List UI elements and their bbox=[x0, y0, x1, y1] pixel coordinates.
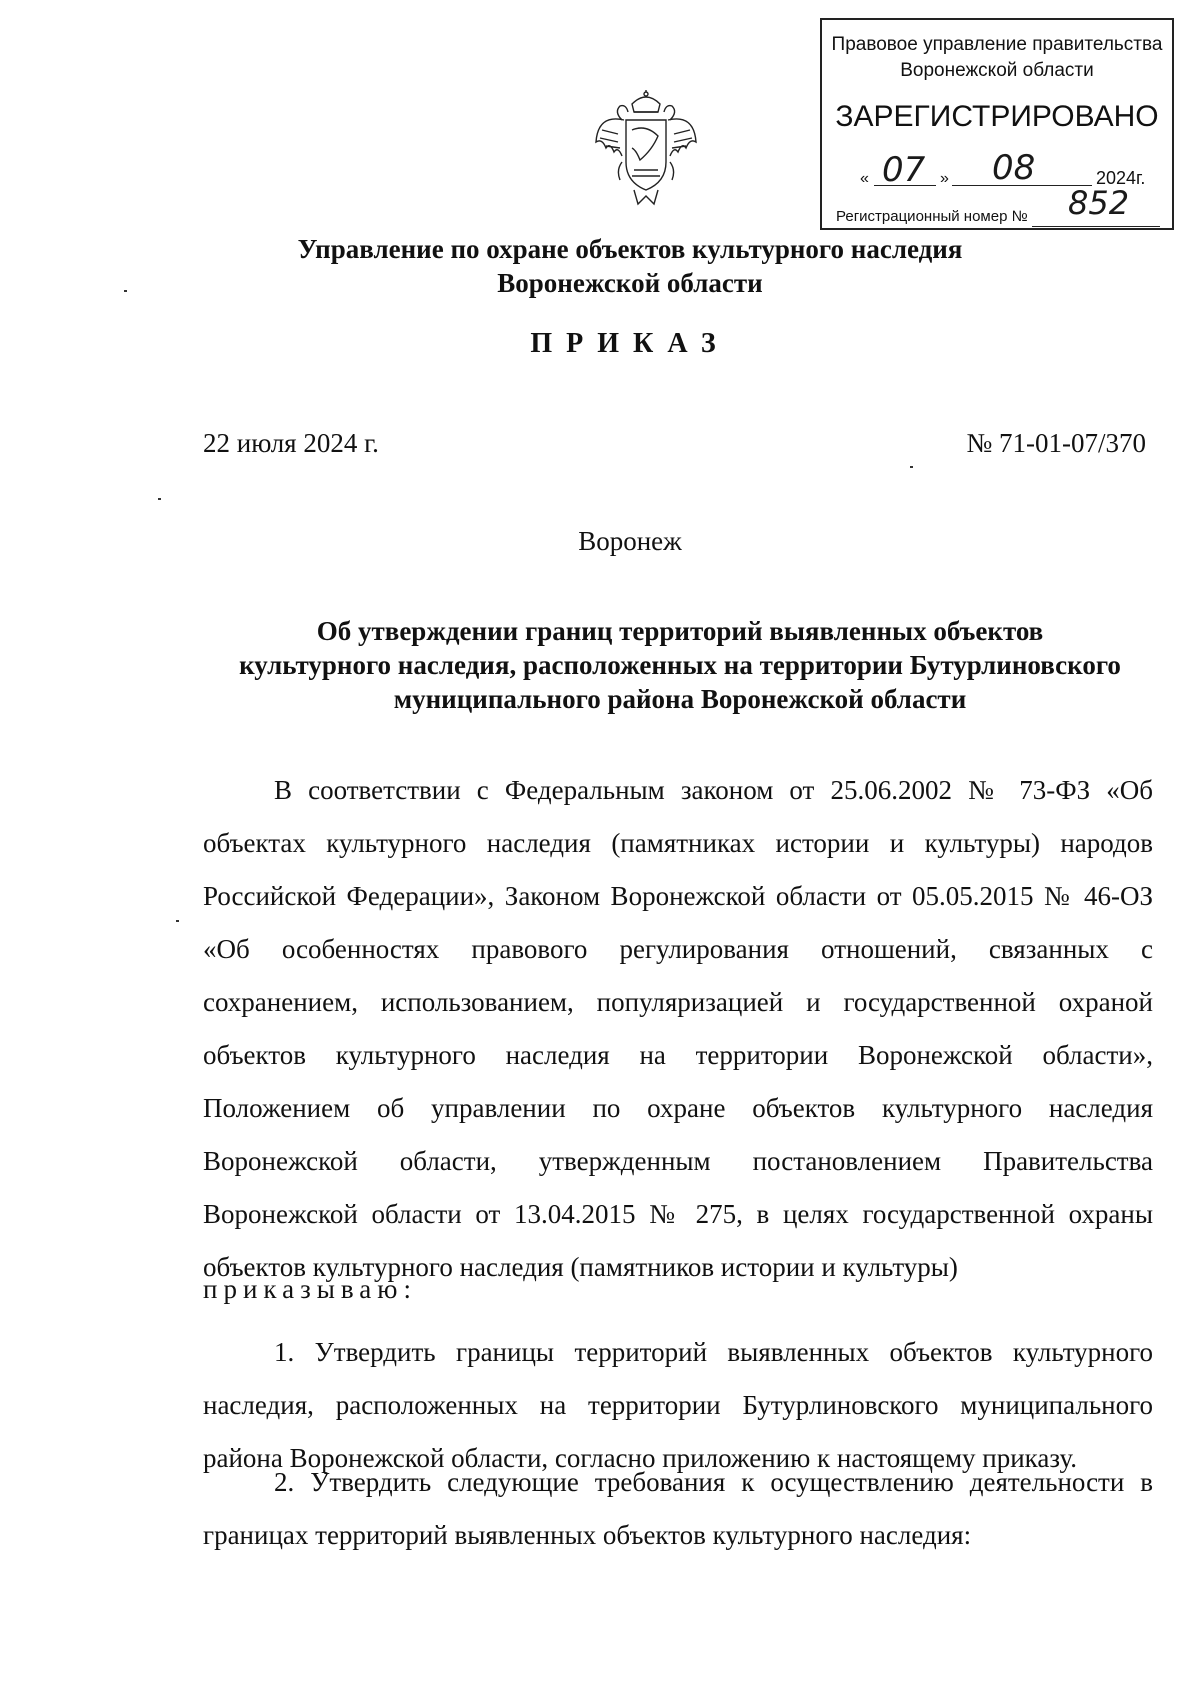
document-number: № 71-01-07/370 bbox=[966, 428, 1146, 458]
stamp-organization bbox=[822, 32, 1172, 84]
stamp-day-underline bbox=[874, 185, 936, 186]
authority-line2: Воронежской области bbox=[497, 268, 763, 298]
stamp-org-line2: Воронежской области bbox=[900, 60, 1094, 81]
stamp-number-handwritten: 852 bbox=[1068, 184, 1130, 222]
document-city: Воронеж bbox=[578, 526, 682, 556]
scan-speck bbox=[158, 498, 161, 500]
coat-of-arms-icon bbox=[592, 90, 700, 208]
stamp-quote-close: » bbox=[940, 170, 949, 187]
order-item-2-text: 2. Утвердить следующие требования к осуществлению деятельности в границах территорий выявленных объектов культурного наследия: bbox=[203, 1467, 1153, 1550]
stamp-number-label: Регистрационный номер № bbox=[836, 208, 1028, 225]
document-type-heading: ПРИКАЗ bbox=[530, 328, 730, 359]
scan-speck bbox=[176, 920, 179, 922]
order-word: приказываю: bbox=[203, 1274, 417, 1304]
authority-line1: Управление по охране объектов культурного наследия bbox=[297, 234, 963, 264]
title-line3: муниципального района Воронежской области bbox=[393, 684, 967, 714]
scan-speck bbox=[124, 290, 127, 292]
document-title bbox=[200, 614, 1160, 716]
preamble-text: В соответствии с Федеральным законом от 25.06.2002 № 73-ФЗ «Об объектах культурного наследия (памятниках истории и культуры) народов Российской Федерации», Законом Воронежской области от 05.05.2015 № 46-ОЗ «Об особенностях правового регулирования отношений, связанных с сохранением, использованием, популяризацией и государственной охраной объектов культурного наследия на территории Воронежской области», Положением об управлении по охране объектов культурного наследия Воронежской области, утвержденным постановлением Правительства Воронежской области от 13.04.2015 № 275, в целях государственной охраны объектов культурного наследия (памятников истории и культуры) bbox=[203, 775, 1153, 1282]
scan-speck bbox=[910, 466, 913, 468]
registration-stamp bbox=[820, 18, 1174, 230]
stamp-day-handwritten: 07 bbox=[882, 150, 926, 190]
order-item-2 bbox=[203, 1456, 1153, 1562]
stamp-quote-open: « bbox=[860, 170, 869, 187]
stamp-registered-label: ЗАРЕГИСТРИРОВАНО bbox=[835, 100, 1159, 133]
title-line2: культурного наследия, расположенных на территории Бутурлиновского bbox=[239, 650, 1121, 680]
stamp-year: 2024г. bbox=[1096, 168, 1146, 188]
title-line1: Об утверждении границ территорий выявленных объектов bbox=[316, 616, 1044, 646]
issuing-authority bbox=[200, 232, 1060, 300]
order-item-1-text: 1. Утвердить границы территорий выявленных объектов культурного наследия, расположенных на территории Бутурлиновского муниципального района Воронежской области, согласно приложению к настоящему приказу. bbox=[203, 1337, 1153, 1473]
stamp-org-line1: Правовое управление правительства bbox=[831, 34, 1163, 55]
stamp-month-handwritten: 08 bbox=[992, 148, 1036, 188]
document-date: 22 июля 2024 г. bbox=[203, 428, 379, 458]
stamp-number-underline bbox=[1032, 226, 1160, 227]
preamble-paragraph bbox=[203, 764, 1153, 1294]
